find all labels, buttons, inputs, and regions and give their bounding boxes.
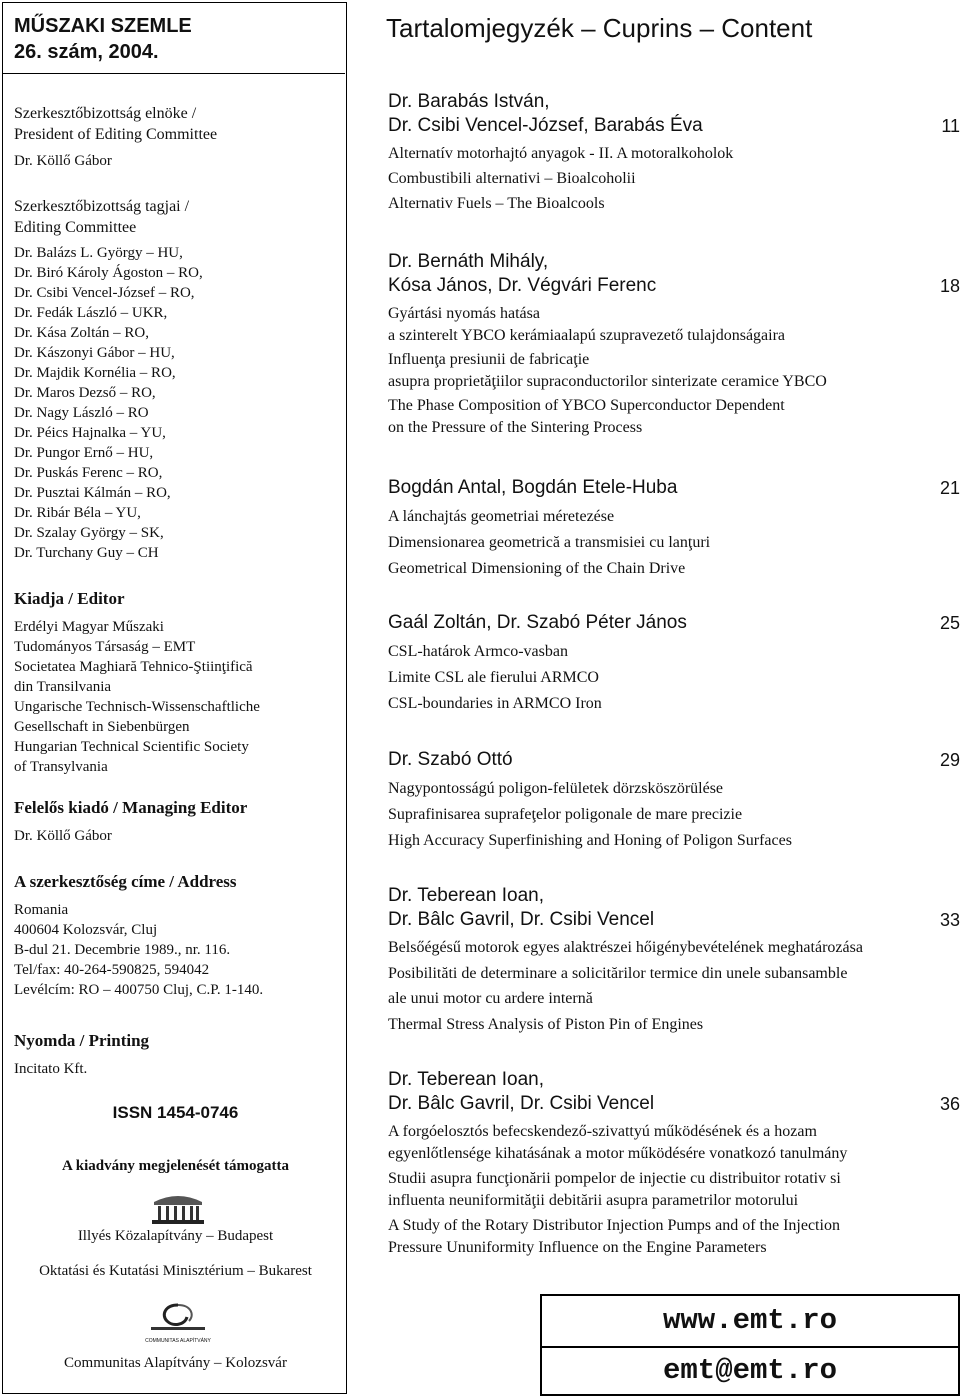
entry-title-line: A Study of the Rotary Distributor Injection Pumps and of the Injection	[388, 1217, 840, 1234]
entry-author-line: Bogdán Antal, Bogdán Etele-Huba	[388, 477, 678, 498]
committee-member: Dr. Majdik Kornélia – RO,	[14, 365, 176, 381]
entry-title-line: Suprafinisarea suprafeţelor poligonale de mare precizie	[388, 806, 743, 823]
sponsor-illyes: Illyés Közalapítvány – Budapest	[77, 1228, 274, 1244]
toc-entry	[388, 611, 960, 715]
committee-member: Dr. Turchany Guy – CH	[14, 545, 159, 561]
entry-title-line: Geometrical Dimensioning of the Chain Drive	[388, 560, 686, 577]
entry-title-line: Gyártási nyomás hatása	[388, 305, 540, 322]
managing-editor-name: Dr. Köllő Gábor	[14, 828, 112, 844]
entry-page-number: 36	[939, 1094, 960, 1114]
committee-member: Dr. Balázs L. György – HU,	[14, 245, 183, 261]
communitas-foundation-logo	[143, 1301, 213, 1347]
president-heading-1: Szerkesztőbizottság elnöke /	[14, 105, 197, 122]
illyes-foundation-logo	[148, 1188, 208, 1228]
committee-list	[14, 243, 339, 563]
publisher-line: Gesellschaft in Siebenbürgen	[14, 719, 190, 735]
entry-title-line: Belsőégésű motorok egyes alaktrészei hőigénybevételének meghatározása	[388, 939, 863, 956]
publisher-line: Hungarian Technical Scientific Society	[14, 739, 249, 755]
entry-page-number: 18	[939, 276, 960, 296]
communitas-logo-text: COMMUNITAS ALAPÍTVÁNY	[145, 1338, 211, 1344]
entry-title-line: Limite CSL ale fierului ARMCO	[388, 669, 599, 686]
toc-title: Tartalomjegyzék – Cuprins – Content	[386, 13, 813, 43]
printing-heading: Nyomda / Printing	[14, 1031, 150, 1050]
address-section	[14, 871, 339, 1000]
publisher-line: Tudományos Társaság – EMT	[14, 639, 196, 655]
entry-author-line: Dr. Teberean Ioan,	[388, 1069, 544, 1090]
managing-editor-section	[14, 797, 339, 846]
committee-member: Dr. Péics Hajnalka – YU,	[14, 425, 166, 441]
entry-title-line: High Accuracy Superfinishing and Honing of Poligon Surfaces	[388, 832, 792, 849]
president-name: Dr. Köllő Gábor	[14, 153, 112, 169]
committee-member: Dr. Kása Zoltán – RO,	[14, 325, 149, 341]
entry-title-line: egyenlőtlensége kihatásának a motor működésére vonatkozó tanulmány	[388, 1145, 848, 1162]
entry-title-line: on the Pressure of the Sintering Process	[388, 419, 643, 436]
toc-entry	[388, 90, 960, 215]
entry-title-line: a szinterelt YBCO kerámiaalapú szupravezető tulajdonságaira	[388, 327, 786, 344]
entry-title-line: Combustibili alternativi – Bioalcoholii	[388, 170, 636, 187]
masthead-panel	[2, 2, 347, 1394]
sponsors-heading: A kiadvány megjelenését támogatta	[61, 1158, 290, 1174]
sponsor-ministry: Oktatási és Kutatási Minisztérium – Bukarest	[39, 1263, 312, 1279]
entry-page-number: 33	[939, 910, 960, 930]
toc-entry	[388, 476, 960, 580]
publisher-line: din Transilvania	[14, 679, 112, 695]
address-line: Levélcím: RO – 400750 Cluj, C.P. 1-140.	[14, 982, 264, 998]
entry-author-line: Dr. Bâlc Gavril, Dr. Csibi Vencel	[388, 1093, 655, 1114]
entry-title-line: CSL-boundaries in ARMCO Iron	[388, 695, 602, 712]
address-line: 400604 Kolozsvár, Cluj	[14, 922, 158, 938]
publisher-line: Societatea Maghiară Tehnico-Ştiinţifică	[14, 659, 253, 675]
entry-page-number: 25	[939, 613, 960, 633]
committee-member: Dr. Csibi Vencel-József – RO,	[14, 285, 195, 301]
committee-section	[14, 196, 339, 563]
entry-page-number: 29	[939, 750, 960, 770]
entry-title-line: Alternativ Fuels – The Bioalcools	[388, 195, 605, 212]
entry-title-line: Studii asupra funcţionării pompelor de injectie cu distribuitor rotativ si	[388, 1170, 841, 1187]
address-heading: A szerkesztőség címe / Address	[14, 872, 237, 891]
president-heading-2: President of Editing Committee	[14, 126, 218, 143]
toc-entry	[388, 1068, 960, 1258]
sponsor-communitas: Communitas Alapítvány – Kolozsvár	[64, 1355, 287, 1371]
entry-author-line: Dr. Csibi Vencel-József, Barabás Éva	[388, 115, 703, 136]
journal-issue: 26. szám, 2004.	[14, 41, 159, 63]
entry-title-line: A forgóelosztós befecskendező-szivattyú működésének és a hozam	[388, 1123, 817, 1140]
committee-member: Dr. Maros Dezső – RO,	[14, 385, 156, 401]
email-link[interactable]: emt@emt.ro	[662, 1354, 838, 1387]
committee-heading-1: Szerkesztőbizottság tagjai /	[14, 198, 190, 215]
entry-title-line: Posibilităti de determinare a solicitărilor termice din unele subansamble	[388, 965, 848, 982]
toc-entry	[388, 748, 960, 852]
entry-title-line: Pressure Ununiformity Influence on the Engine Parameters	[388, 1239, 767, 1256]
publisher-section	[14, 588, 339, 777]
entry-title-line: influenta neuniformităţii debitării asupra parametrilor motorului	[388, 1192, 799, 1209]
address-line: Romania	[14, 902, 69, 918]
entry-page-number: 11	[941, 116, 960, 136]
entry-author-line: Gaál Zoltán, Dr. Szabó Péter János	[388, 612, 687, 633]
committee-member: Dr. Pungor Ernő – HU,	[14, 445, 154, 461]
committee-member: Dr. Szalay György – SK,	[14, 525, 164, 541]
committee-member: Dr. Biró Károly Ágoston – RO,	[14, 265, 203, 281]
printing-name: Incitato Kft.	[14, 1061, 88, 1077]
publisher-line: Erdélyi Magyar Műszaki	[14, 619, 164, 635]
header-divider	[3, 73, 345, 74]
printing-section	[14, 1030, 339, 1079]
entry-title-line: asupra proprietăţiilor supraconductorilor sinterizate ceramice YBCO	[388, 373, 827, 390]
address-line: B-dul 21. Decembrie 1989., nr. 116.	[14, 942, 231, 958]
journal-name: MŰSZAKI SZEMLE	[14, 15, 192, 37]
entry-title-line: Influenţa presiunii de fabricaţie	[388, 351, 590, 368]
contact-divider	[542, 1346, 958, 1348]
entry-title-line: Dimensionarea geometrică a transmisiei cu lanţuri	[388, 534, 711, 551]
entry-title-line: Nagypontosságú poligon-felületek dörzsköszörülése	[388, 780, 724, 797]
committee-member: Dr. Ribár Béla – YU,	[14, 505, 141, 521]
managing-editor-heading: Felelős kiadó / Managing Editor	[14, 798, 248, 817]
issn: ISSN 1454-0746	[112, 1103, 239, 1122]
entry-page-number: 21	[939, 478, 960, 498]
entry-title-line: Thermal Stress Analysis of Piston Pin of Engines	[388, 1016, 704, 1033]
committee-member: Dr. Puskás Ferenc – RO,	[14, 465, 163, 481]
entry-author-line: Dr. Teberean Ioan,	[388, 885, 544, 906]
publisher-line: of Transylvania	[14, 759, 108, 775]
committee-member: Dr. Nagy László – RO	[14, 405, 149, 421]
entry-title-line: Alternatív motorhajtó anyagok - II. A motoralkoholok	[388, 145, 734, 162]
committee-member: Dr. Fedák László – UKR,	[14, 305, 168, 321]
website-link[interactable]: www.emt.ro	[662, 1304, 838, 1337]
toc-entry	[388, 250, 960, 438]
publisher-line: Ungarische Technisch-Wissenschaftliche	[14, 699, 260, 715]
entry-author-line: Kósa János, Dr. Végvári Ferenc	[388, 275, 657, 296]
toc-entry	[388, 884, 960, 1036]
address-line: Tel/fax: 40-264-590825, 594042	[14, 962, 210, 978]
journal-header	[14, 13, 192, 65]
entry-title-line: The Phase Composition of YBCO Superconductor Dependent	[388, 397, 785, 414]
entry-title-line: A lánchajtás geometriai méretezése	[388, 508, 615, 525]
president-section	[14, 103, 339, 171]
entry-author-line: Dr. Bâlc Gavril, Dr. Csibi Vencel	[388, 909, 655, 930]
entry-title-line: CSL-határok Armco-vasban	[388, 643, 568, 660]
committee-heading-2: Editing Committee	[14, 219, 137, 236]
entry-author-line: Dr. Szabó Ottó	[388, 749, 513, 770]
committee-member: Dr. Kászonyi Gábor – HU,	[14, 345, 175, 361]
committee-member: Dr. Pusztai Kálmán – RO,	[14, 485, 171, 501]
publisher-heading: Kiadja / Editor	[14, 589, 125, 608]
entry-author-line: Dr. Bernáth Mihály,	[388, 251, 549, 272]
entry-title-line: ale unui motor cu ardere internă	[388, 990, 593, 1007]
contact-box	[540, 1294, 960, 1396]
entry-author-line: Dr. Barabás István,	[388, 91, 550, 112]
